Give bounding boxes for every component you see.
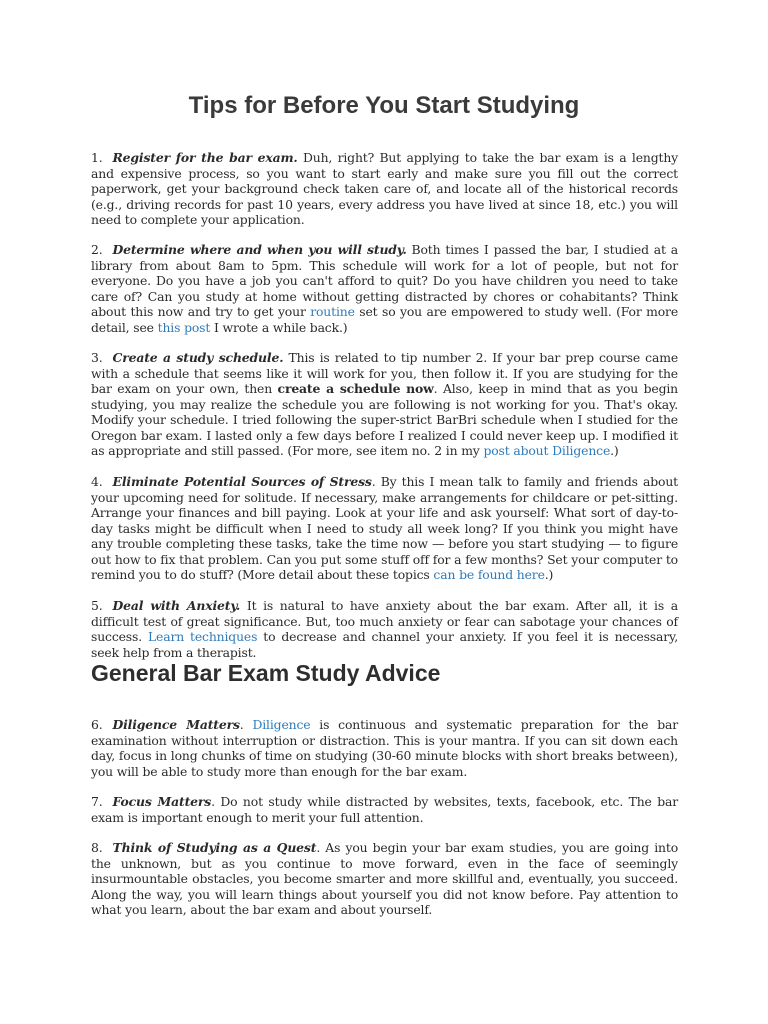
learn-techniques-link[interactable]: Learn techniques bbox=[147, 629, 258, 644]
list-item-3 bbox=[91, 350, 678, 459]
item-heading: Diligence Matters bbox=[112, 717, 240, 732]
page-title: Tips for Before You Start Studying bbox=[188, 92, 580, 119]
item-text: . Also, keep in mind that as you begin studying, you may realize the schedule you are following is not working for you. That's okay. Modify your schedule. I tried following the super-strict BarBri schedule when I studied for the Oregon bar exam. I lasted only a few days before I realized I could never keep up. I modified it as appropriate and still passed. (For more, see item no. 2 in my bbox=[91, 381, 678, 458]
item-number: 7. bbox=[91, 794, 103, 809]
item-text: I wrote a while back.) bbox=[210, 319, 348, 335]
item-text: . Do not study while distracted by websites, texts, facebook, etc. The bar exam is important enough to merit your full attention. bbox=[91, 794, 678, 825]
item-heading: Eliminate Potential Sources of Stress bbox=[112, 474, 372, 489]
list-item-5 bbox=[91, 598, 678, 660]
routine-link[interactable]: routine bbox=[310, 304, 355, 319]
item-number: 6. bbox=[91, 717, 103, 732]
item-text: Duh, right? But applying to take the bar exam is a lengthy and expensive process, so you want to start early and make sure you fill out the correct paperwork, get your background check taken care of, and locate all of the historical records (e.g., driving records for past 10 years, every address you have lived at since 18, etc.) you will need to complete your application. bbox=[91, 150, 678, 227]
item-heading: Focus Matters bbox=[112, 794, 212, 809]
item-text: It is natural to have anxiety about the bar exam. After all, it is a difficult test of great significance. But, too much anxiety or fear can sabotage your chances of success. bbox=[91, 598, 678, 644]
item-text: This is related to tip number 2. If your bar prep course came with a schedule that seems like it will work for you, then follow it. If you are studying for the bar exam on your own, then bbox=[91, 350, 678, 396]
item-text: .) bbox=[544, 567, 554, 582]
item-text: . bbox=[239, 717, 253, 732]
item-number: 4. bbox=[91, 474, 103, 489]
item-heading: Create a study schedule. bbox=[112, 350, 284, 365]
this-post-link[interactable]: this post bbox=[157, 319, 211, 335]
list-item-2 bbox=[91, 242, 678, 335]
item-number: 1. bbox=[91, 150, 103, 165]
item-text: . As you begin your bar exam studies, you are going into the unknown, but as you continue to move forward, even in the face of seemingly insurmountable obstacles, you become smarter and more skillful and, eventually, you succeed. Along the way, you will learn things about yourself you did not know before. Pay attention to what you learn, about the bar exam and about yourself. bbox=[91, 840, 678, 917]
item-text: is continuous and systematic preparation for the bar examination without interruption or distraction. This is your mantra. If you can sit down each day, focus in long chunks of time on studying (30-60 minute blocks with short breaks between), you will be able to study more than enough for the bar exam. bbox=[91, 717, 678, 779]
item-text: .) bbox=[610, 443, 619, 458]
list-item-6 bbox=[91, 717, 678, 779]
item-number: 3. bbox=[91, 350, 103, 365]
item-text: to decrease and channel your anxiety. If you feel it is necessary, seek help from a therapist. bbox=[91, 629, 679, 660]
can-be-found-here-link[interactable]: can be found here bbox=[433, 567, 545, 582]
list-item-1 bbox=[91, 150, 678, 228]
item-text: . By this I mean talk to family and friends about your upcoming need for solitude. If necessary, make arrangements for childcare or pet-sitting. Arrange your finances and bill paying. Look at your life and ask yourself: What sort of day-to-day tasks might be difficult when I need to study all week long? If you think you might have any trouble completing these tasks, take the time now — before you start studying — to figure out how to fix that problem. Can you put some stuff off for a few months? Set your computer to remind you to do stuff? (More detail about these topics bbox=[91, 474, 678, 582]
item-number: 2. bbox=[91, 242, 103, 257]
item-heading: Determine where and when you will study. bbox=[112, 242, 407, 257]
list-item-8 bbox=[91, 840, 678, 918]
item-number: 5. bbox=[91, 598, 103, 613]
item-heading: Think of Studying as a Quest bbox=[112, 840, 317, 855]
post-about-diligence-link[interactable]: post about Diligence bbox=[483, 443, 611, 458]
section-title: General Bar Exam Study Advice bbox=[91, 660, 441, 686]
list-item-4 bbox=[91, 474, 678, 583]
item-heading: Deal with Anxiety. bbox=[112, 598, 241, 613]
list-item-7 bbox=[91, 794, 678, 825]
item-number: 8. bbox=[91, 840, 103, 855]
item-bold-text: create a schedule now bbox=[277, 381, 434, 396]
diligence-link[interactable]: Diligence bbox=[252, 717, 311, 732]
item-text: Both times I passed the bar, I studied at a library from about 8am to 5pm. This schedule will work for a lot of people, but not for everyone. Do you have a job you can't afford to quit? Do you have children you need to take care of? Can you study at home without getting distracted by chores or cohabitants? Think about this now and try to get your bbox=[91, 242, 678, 319]
item-text: set so you are empowered to study well. (For more detail, see bbox=[91, 304, 678, 335]
item-heading: Register for the bar exam. bbox=[112, 150, 298, 165]
